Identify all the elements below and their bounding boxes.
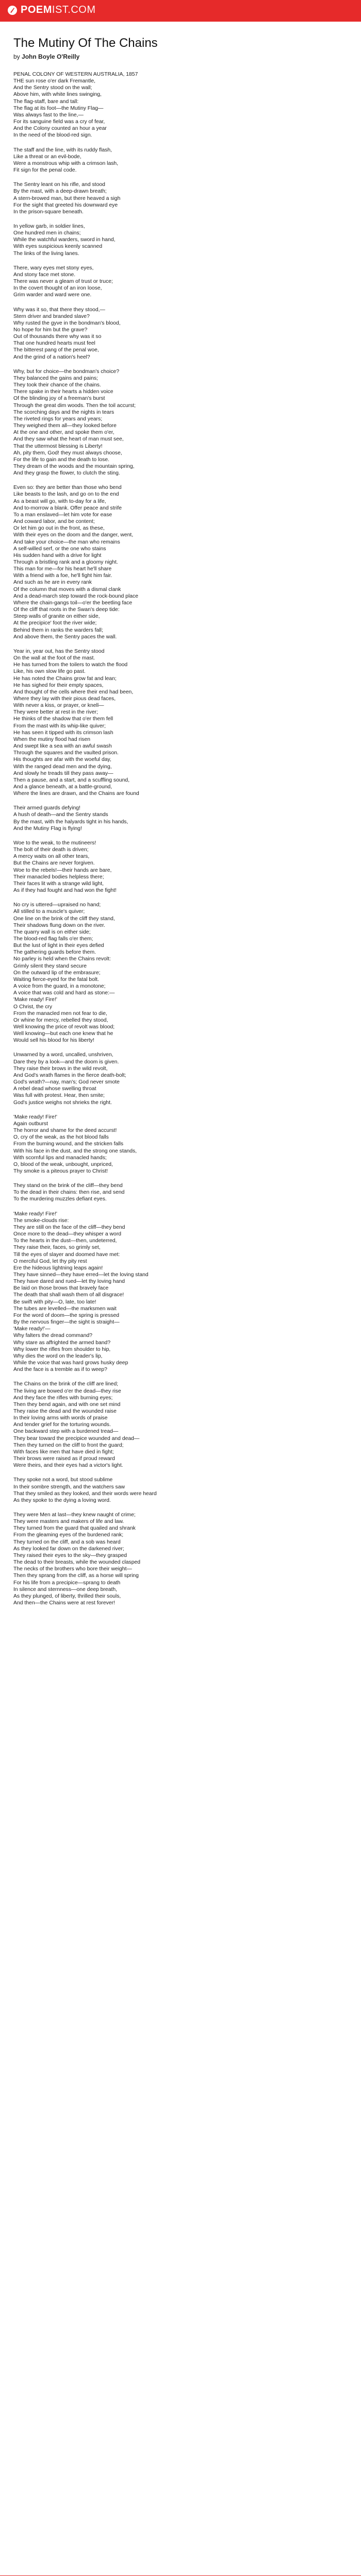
poem-line: There was never a gleam of trust or truce; — [13, 279, 113, 285]
poem-stanza — [13, 648, 343, 797]
poem-line: God's justice weighs not shrieks the right. — [13, 1099, 112, 1106]
poem-line: Grim warder and ward were one. — [13, 292, 92, 298]
poem-line: Thy smoke is a piteous prayer to Christ! — [13, 1168, 108, 1174]
poem-stanza — [13, 1052, 343, 1106]
poem-line: From the manacled men not fear to die, — [13, 1010, 107, 1016]
poem-line: And such as he are in every rank — [13, 580, 92, 586]
poem-line: The riveted rings for years and years; — [13, 416, 103, 422]
poem-line: And a glance beneath, at a battle-ground, — [13, 784, 112, 790]
poem-line: As a beast will go, with to-day for a life, — [13, 498, 106, 504]
poem-line: Or let him go out in the front, as these, — [13, 526, 105, 532]
poem-line: At the one and other, and spoke them o'er, — [13, 430, 114, 436]
poem-line: The smoke-clouds rise: — [13, 1217, 69, 1224]
poem-line: Where the chain-gangs toil—o'er the beetling face — [13, 600, 133, 606]
poem-line: And stony face met stone. — [13, 272, 76, 278]
poem-line: And they face the rifles with burning eyes; — [13, 1395, 113, 1401]
poem-line: On the wall at the foot of the mast. — [13, 655, 95, 662]
poem-line: The flag-staff, bare and tall: — [13, 98, 79, 105]
poem-line: O Christ, the cry — [13, 1004, 53, 1010]
poem-line: Grimly silent they stand secure — [13, 963, 87, 969]
poem-line: To the murdering muzzles defiant eyes. — [13, 1196, 107, 1202]
poem-line: Why was it so, that there they stood,— — [13, 307, 105, 313]
poem-line: Their shadows flung down on the river. — [13, 922, 105, 928]
poem-line: Where the lines are drawn, and the Chains are found — [13, 791, 139, 797]
poem-line: O, cry of the weak, as the hot blood falls — [13, 1134, 109, 1141]
poem-line: No parley is held when the Chains revolt: — [13, 956, 111, 962]
poem-line: The staff and the line, with its ruddy flash, — [13, 147, 112, 153]
poem-line: Well knowing the price of revolt was blood; — [13, 1024, 115, 1030]
poem-line: Till the eyes of slayer and doomed have met: — [13, 1251, 120, 1258]
poem-line: By the nervous finger—the sight is straight— — [13, 1319, 120, 1326]
poem-line: Of the blinding joy of a freeman's burst — [13, 396, 105, 402]
poem-line: On the outward lip of the embrasure; — [13, 970, 101, 976]
poem-title: The Mutiny Of The Chains — [13, 36, 158, 50]
poem-line: They stand on the brink of the cliff—they bend — [13, 1183, 123, 1189]
poem-line: And then—the Chains were at rest forever! — [13, 1600, 115, 1606]
poem-line: There spake in their hearts a hidden voice — [13, 389, 113, 395]
byline-prefix: by — [13, 53, 20, 60]
poem-stanza — [13, 1211, 343, 1374]
poem-line: 'Make ready! Fire!' — [13, 1114, 57, 1120]
poem-line: They spoke not a word, but stood sublime — [13, 1477, 113, 1483]
poem-line: A mercy waits on all other tears, — [13, 854, 90, 860]
poem-line: The living are bowed o'er the dead—they rise — [13, 1388, 121, 1394]
poem-line: Why falters the dread command? — [13, 1333, 93, 1339]
poem-line: Why dies the word on the leader's lip, — [13, 1353, 103, 1359]
poem-line: He thinks of the shadow that o'er them fell — [13, 716, 113, 722]
poem-line: They are still on the face of the cliff—they bend — [13, 1224, 125, 1230]
poem-line: The bitterest pang of the penal woe, — [13, 347, 99, 353]
poem-line: A rebel dead whose swelling throat — [13, 1086, 96, 1092]
poem-line: With faces like men that have died in fight; — [13, 1449, 114, 1455]
poem-line: In the covert thought of an iron loose, — [13, 285, 102, 292]
poem-line: Through the squares and the vaulted prison. — [13, 750, 119, 756]
poem-line: No cry is uttered—upraised no hand; — [13, 902, 101, 908]
poem-line: For the life to gain and the death to lose. — [13, 456, 110, 463]
poem-line: They balanced the gains and pains; — [13, 375, 99, 381]
poem-line: The death that shall wash them of all disgrace! — [13, 1292, 124, 1298]
poem-line: Woe to the weak, to the mutineers! — [13, 840, 96, 846]
poem-line: They took their chance of the chains. — [13, 382, 101, 388]
poem-line: That the uttermost blessing is Liberty! — [13, 443, 103, 449]
poem-line: They turned from the guard that quailed and shrank — [13, 1526, 136, 1532]
poem-line: Year in, year out, has the Sentry stood — [13, 648, 105, 654]
poem-line: Like a threat or an evil-bode, — [13, 154, 81, 160]
poem-line: Of the column that moves with a dismal clank — [13, 586, 121, 592]
poem-stanza — [13, 223, 343, 257]
poem-line: He has sighed for their empty spaces, — [13, 682, 104, 688]
poem-line: They weighed them all—they looked before — [13, 423, 117, 429]
poem-line: He has turned from the toilers to watch the flood — [13, 662, 128, 668]
poem-line: Well knowing—but each one knew that he — [13, 1031, 113, 1037]
poem-line: But the Chains are never forgiven. — [13, 860, 95, 867]
poem-line: While the voice that was hard grows husky deep — [13, 1360, 128, 1366]
poem-stanza — [13, 1512, 343, 1606]
poem-line: As they spoke to the dying a loving word. — [13, 1497, 111, 1503]
poem-stanza — [13, 1114, 343, 1175]
poem-line: THE sun rose o'er dark Fremantle, — [13, 78, 96, 84]
poem-line: And above them, the Sentry paces the wall. — [13, 634, 117, 640]
poem-line: The necks of the brothers who bore their weight— — [13, 1566, 132, 1572]
poem-line: They raise their, faces, so grimly set, — [13, 1245, 101, 1251]
poem-stanza — [13, 902, 343, 1044]
poem-stanza — [13, 368, 343, 477]
site-header — [0, 0, 361, 22]
poem-line: Unwarned by a word, uncalled, unshriven, — [13, 1052, 113, 1058]
poem-stanza — [13, 840, 343, 894]
poem-line: With never a kiss, or prayer, or knell— — [13, 703, 104, 709]
poem-line: In the prison-square beneath. — [13, 209, 84, 215]
poem-line: Steep walls of granite on either side, — [13, 614, 100, 620]
poem-line: Where they lay with their pious dead faces, — [13, 696, 116, 702]
poem-line: And coward labor, and be content; — [13, 519, 95, 525]
poem-line: Their brows were raised as if proud reward — [13, 1456, 115, 1462]
poem-line: To the dead in their chains: then rise, and send — [13, 1190, 125, 1196]
poem-line: To a man enslaved—let him vote for ease — [13, 512, 112, 518]
poem-line: With scornful lips and manacled hands; — [13, 1155, 107, 1161]
poem-stanza — [13, 265, 343, 299]
quill-icon — [7, 5, 18, 15]
poem-line: They raised their eyes to the sky—they grasped — [13, 1552, 127, 1558]
poem-line: From the gleaming eyes of the burdened rank; — [13, 1532, 124, 1538]
poem-line: One hundred men in chains; — [13, 230, 81, 236]
poem-line: They have dared and rued—let thy loving hand — [13, 1279, 125, 1285]
poem-line: The scorching days and the nights in tears — [13, 409, 114, 415]
poem-line: The bolt of their death is driven; — [13, 847, 89, 853]
poem-stanza — [13, 805, 343, 832]
poem-line: In their sombre strength, and the watchers saw — [13, 1484, 125, 1490]
poem-line: The quarry wall is on either side; — [13, 929, 91, 935]
poem-line: A stern-browed man, but there heaved a sigh — [13, 195, 121, 201]
poem-line: The tubes are levelled—the marksmen wait — [13, 1306, 117, 1312]
poem-line: Then a pause, and a start, and a scuffling sound, — [13, 777, 130, 783]
poem-line: With the ranged dead men and the dying, — [13, 764, 112, 770]
poem-line: The links of the living lanes. — [13, 250, 79, 257]
poem-line: Be swift with pity—O, late, too late! — [13, 1299, 96, 1305]
poem-stanza — [13, 307, 343, 361]
poem-line: Were theirs, and their eyes had a victor's light. — [13, 1463, 123, 1469]
site-logo[interactable] — [7, 4, 96, 16]
poem-line: The horror and shame for the deed accurst! — [13, 1128, 117, 1134]
poem-line: In yellow garb, in soldier lines, — [13, 223, 85, 229]
poem-line: The dead to their breasts, while the wounded clasped — [13, 1560, 141, 1566]
poem-line: That they smiled as they looked, and their words were heard — [13, 1490, 157, 1497]
poem-line: And tender grief for the torturing wounds. — [13, 1422, 111, 1428]
poem-line: Then they bend again, and with one set mind — [13, 1401, 121, 1408]
poem-line: Or whine for mercy, rebelled they stood, — [13, 1017, 108, 1023]
poem-line: The flag at its foot—the Mutiny Flag— — [13, 105, 104, 111]
poem-line: To the hearts in the dust—then, undeterred, — [13, 1238, 117, 1244]
poem-line: Behind them in ranks the warders fall; — [13, 627, 103, 633]
poem-line: Their armed guards defying! — [13, 805, 80, 811]
logo-brand-suffix: IST.COM — [52, 4, 96, 15]
poem-line: Was always fast to the line,— — [13, 112, 84, 118]
poem-line: And the Colony counted an hour a year — [13, 126, 107, 132]
poem-line: As if they had fought and had won the fight! — [13, 888, 117, 894]
poem-line: The Chains on the brink of the cliff are lined; — [13, 1381, 119, 1387]
poem-line: Like beasts to the lash, and go on to the end — [13, 492, 119, 498]
poem-line: Dare they by a look—and the doom is given. — [13, 1059, 119, 1065]
poem-line: Ere the hideous lightning leaps again! — [13, 1265, 103, 1271]
poem-line: Be laid on those brows that bravely face — [13, 1285, 109, 1292]
poem-line: The gathering guards before them. — [13, 950, 96, 956]
poem-line: A hush of death—and the Sentry stands — [13, 812, 108, 818]
poem-line: His thoughts are afar with the woeful day, — [13, 757, 111, 763]
poem-line: And the grind of a nation's heel? — [13, 354, 90, 360]
poem-line: For its sanguine field was a cry of fear, — [13, 119, 105, 125]
poem-line: And the face is a tremble as if to weep? — [13, 1367, 107, 1373]
poem-line: 'Make ready! Fire!' — [13, 1211, 57, 1217]
poem-line: They dream of the woods and the mountain spring, — [13, 463, 135, 469]
poem-line: For the sight that greeted his downward eye — [13, 202, 118, 208]
poem-line: They raise their brows in the wild revolt, — [13, 1065, 108, 1072]
poem-line: O, blood of the weak, unbought, unpriced, — [13, 1161, 113, 1167]
poem-line: And the Sentry stood on the wall; — [13, 85, 92, 91]
poem-line: They were Men at last—they knew naught of crime; — [13, 1512, 136, 1518]
poem-line: From the mast with its whip-like quiver; — [13, 723, 106, 729]
poem-line: Even so: they are better than those who bend — [13, 485, 122, 491]
poem-line: And take your choice—the man who remains — [13, 539, 120, 545]
poem-line: They raise the dead and the wounded raise — [13, 1408, 117, 1414]
poem-line: As they looked far down on the darkened river; — [13, 1546, 124, 1552]
poem-line: Through a bristling rank and a gloomy night. — [13, 560, 118, 565]
poem-line: 'Make ready!'— — [13, 1326, 51, 1332]
poem-line: The blood-red flag falls o'er them; — [13, 936, 93, 942]
poem-stanza — [13, 484, 343, 640]
poem-line: And to-morrow a blank. Offer peace and strife — [13, 505, 122, 511]
poem-line: And the Mutiny Flag is flying! — [13, 825, 82, 832]
poem-line: O merciful God, let thy pity rest — [13, 1258, 87, 1264]
poem-line: Fit sign for the penal code. — [13, 167, 77, 174]
poem-line: And slowly he treads till they pass away— — [13, 770, 113, 776]
poem-line: His sudden hand with a drive for light — [13, 552, 102, 558]
poem-line: With his face in the dust, and the strong one stands, — [13, 1148, 137, 1154]
poem-line: Above him, with white lines swinging, — [13, 92, 102, 98]
poem-line: For the word of doom—the spring is pressed — [13, 1312, 120, 1318]
poem-line: And swept like a sea with an awful swash — [13, 743, 112, 750]
poem-line: In the need of the blood-red sign. — [13, 132, 92, 139]
poem-line: For his life from a precipice—sprang to death — [13, 1580, 121, 1586]
poem-line: That one hundred hearts must feel — [13, 341, 95, 347]
poem-line: The Sentry leant on his rifle, and stood — [13, 182, 105, 188]
poem-author[interactable]: John Boyle O'Reilly — [22, 53, 80, 60]
poem-stanza — [13, 71, 343, 139]
poem-line: Were a monstrous whip with a crimson lash, — [13, 160, 119, 166]
poem-line: All stilled to a muscle's quiver; — [13, 909, 85, 915]
poem-line: With a friend with a foe, he'll fight him fair. — [13, 573, 112, 579]
poem-line: This man for me—for his heart he'll share — [13, 566, 112, 572]
poem-stanza — [13, 1182, 343, 1202]
poem-line: Was full with protest. Hear, then smite; — [13, 1093, 105, 1099]
poem-line: From the burning wound, and the stricken falls — [13, 1141, 124, 1147]
poem-line: A voice from the guard, in a monotone; — [13, 984, 106, 990]
poem-line: 'Make ready! Fire!' — [13, 997, 57, 1003]
poem-line: He has noted the Chains grow fat and lean; — [13, 675, 117, 682]
poem-line: Of the cliff that roots in the Swan's deep tide: — [13, 607, 120, 613]
poem-line: With eyes suspicious keenly scanned — [13, 244, 103, 250]
poem-line: Woe to the rebels!—their hands are bare, — [13, 867, 112, 873]
poem-line: One backward step with a burdened tread— — [13, 1429, 119, 1435]
poem-line: In silence and sternness—one deep breath, — [13, 1586, 118, 1592]
poem-line: And God's wrath flames in the fierce death-bolt; — [13, 1072, 126, 1078]
poem-line: Would sell his blood for his liberty! — [13, 1038, 94, 1044]
poem-line: While the watchful warders, sword in hand, — [13, 237, 116, 243]
poem-line: They were better at rest in the river; — [13, 709, 99, 716]
poem-line: And a dead-march step toward the rock-bound place — [13, 593, 139, 599]
poem-line: They have sinned—they have erred—let the loving stand — [13, 1272, 149, 1278]
poem-line: They turned on the cliff, and a sob was heard — [13, 1539, 121, 1545]
logo-brand: POEM — [21, 4, 52, 15]
poem-line: No hope for him but the grave? — [13, 327, 88, 333]
poem-line: Through the great dim woods. Then the toil accurst; — [13, 402, 136, 409]
poem-stanza — [13, 1477, 343, 1504]
poem-line: Their manacled bodies helpless there; — [13, 874, 104, 880]
poem-byline — [13, 53, 79, 60]
poem-line: He has seen it tipped with its crimson lash — [13, 730, 113, 736]
poem-line: One line on the brink of the cliff they stand, — [13, 916, 115, 922]
poem-line: Why, but for choice—the bondman's choice? — [13, 368, 120, 375]
poem-line: Why lower the rifles from shoulder to hip, — [13, 1346, 111, 1352]
poem-line: Again outburst — [13, 1121, 48, 1127]
poem-line: Then they sprang from the cliff, as a horse will spring — [13, 1573, 139, 1579]
poem-line: Out of thousands there why was it so — [13, 334, 102, 340]
poem-stanza — [13, 1381, 343, 1469]
poem-line: Ah, pity them, God! they must always choose, — [13, 450, 122, 456]
poem-line: Then they turned on the cliff to front the guard; — [13, 1442, 124, 1448]
poem-line: When the mutiny flood had risen — [13, 736, 91, 742]
poem-line: Waiting fierce-eyed for the fatal bolt. — [13, 976, 99, 982]
poem-line: They bear toward the precipice wounded and dead— — [13, 1435, 140, 1442]
poem-stanza — [13, 147, 343, 174]
poem-line: God's wrath?—nay, man's; God never smote — [13, 1079, 120, 1086]
poem-line: By the mast, with a deep-drawn breath; — [13, 189, 107, 195]
poem-line: A voice that was cold and hard as stone:— — [13, 990, 115, 996]
poem-stanza — [13, 181, 343, 215]
poem-line: PENAL COLONY OF WESTERN AUSTRALIA, 1857 — [13, 72, 138, 77]
poem-line: Why rusted the gyve in the bondman's blood, — [13, 320, 121, 326]
poem-line: Their faces lit with a strange wild light, — [13, 880, 104, 887]
poem-line: And thought of the cells where their end had been, — [13, 689, 134, 695]
poem-line: In their loving arms with words of praise — [13, 1415, 108, 1421]
poem-line: At the precipice' foot the river wide; — [13, 620, 97, 626]
poem-line: As they plunged, of liberty, thrilled their souls, — [13, 1593, 121, 1599]
poem-line: Why stare as affrighted the armed band? — [13, 1340, 111, 1346]
poem-line: And they grasp the flower, to clutch the sting. — [13, 470, 120, 477]
poem-line: Once more to the dead—they whisper a word — [13, 1231, 122, 1238]
poem-line: A self-willed serf, or the one who stains — [13, 546, 106, 552]
poem-body — [13, 71, 343, 2554]
poem-line: With their eyes on the doom and the danger, went, — [13, 532, 134, 538]
poem-line: By the mast, with the halyards tight in his hands, — [13, 819, 128, 825]
poem-line: Like, his own slow life go past. — [13, 669, 86, 675]
poem-line: They were masters and makers of life and law. — [13, 1519, 124, 1525]
poem-line: There, wary eyes met stony eyes, — [13, 265, 94, 271]
poem-line: But the lust of light in their eyes defied — [13, 943, 104, 949]
poem-line: Stern driver and branded slave? — [13, 313, 90, 319]
poem-line: And they saw what the heart of man must see, — [13, 436, 124, 443]
